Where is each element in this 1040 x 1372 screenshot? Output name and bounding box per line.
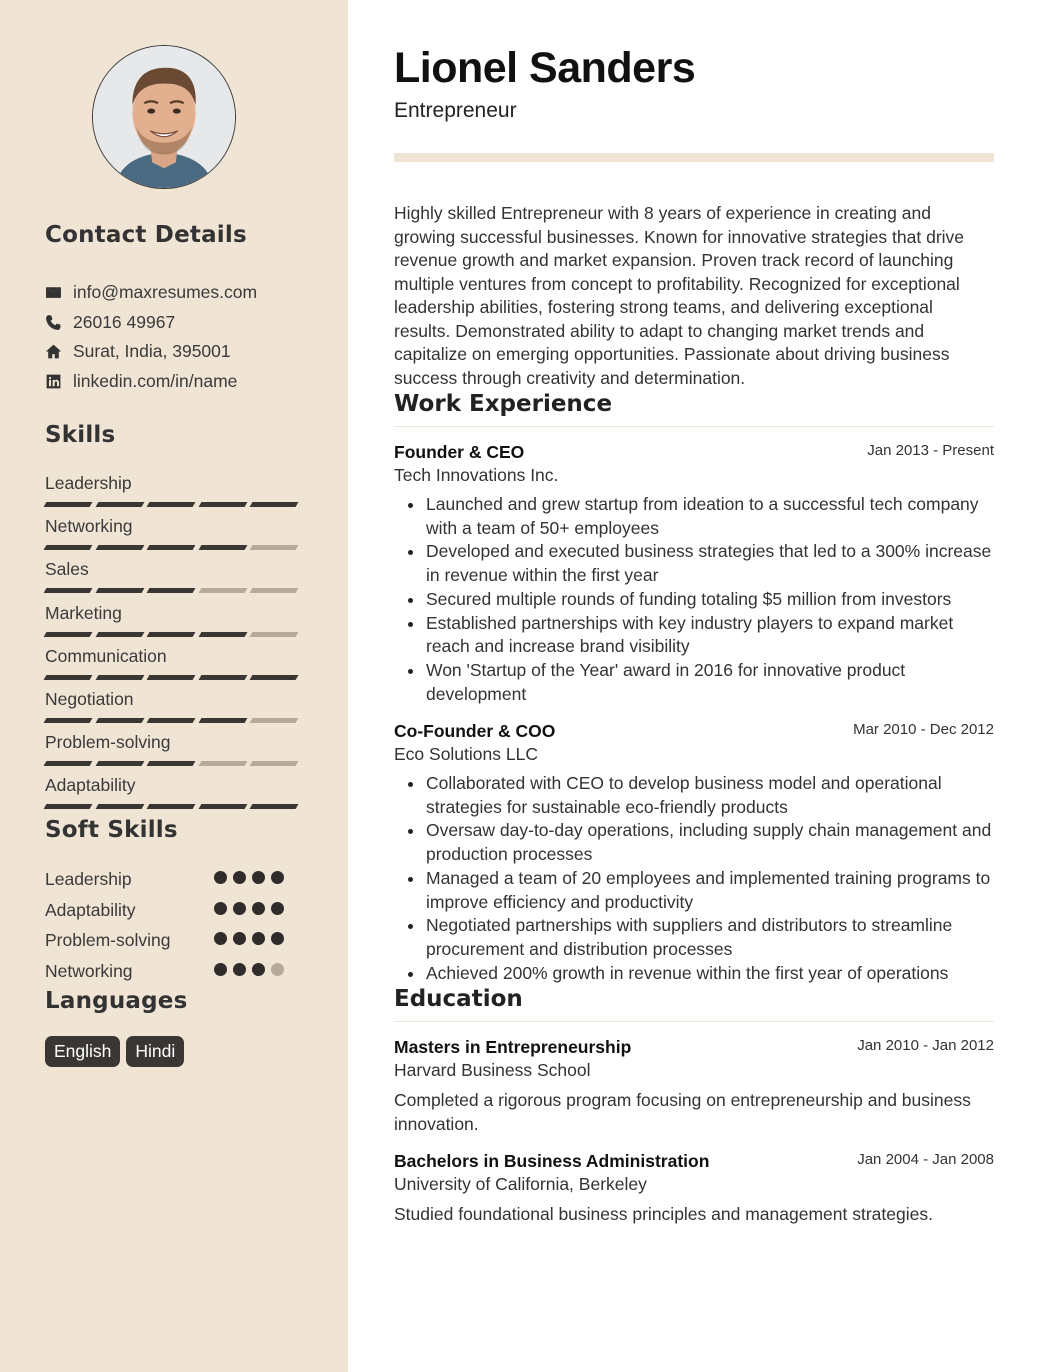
skill-rating-segment <box>250 502 298 507</box>
skill-item <box>45 513 305 556</box>
job-bullet: Collaborated with CEO to develop business model and operational strategies for sustainable eco-friendly products <box>394 772 994 819</box>
contact-address <box>45 337 335 367</box>
skill-rating-bar <box>45 502 297 507</box>
skill-rating-segment <box>250 761 298 766</box>
school-name: Harvard Business School <box>394 1060 591 1080</box>
skill-rating-segment <box>198 804 246 809</box>
education-description: Studied foundational business principles and management strategies. <box>394 1204 933 1224</box>
skill-rating-segment <box>44 545 92 550</box>
skill-rating-segment <box>250 588 298 593</box>
skill-item <box>45 686 305 729</box>
job-bullet: Established partnerships with key industry players to expand market reach and increase brand visibility <box>394 612 994 659</box>
skill-rating-segment <box>250 632 298 637</box>
contact-linkedin-text: linkedin.com/in/name <box>73 370 238 391</box>
skill-rating-bar <box>45 675 297 680</box>
skill-rating-segment <box>147 718 195 723</box>
job-bullet: Secured multiple rounds of funding totaling $5 million from investors <box>394 588 994 612</box>
soft-skill-item <box>45 897 305 928</box>
skill-name: Leadership <box>45 473 132 493</box>
skill-item <box>45 600 305 643</box>
soft-skill-item <box>45 958 305 989</box>
skill-item <box>45 643 305 686</box>
rating-dot <box>214 902 227 915</box>
job-bullet: Developed and executed business strategies that led to a 300% increase in revenue within the first year <box>394 540 994 587</box>
rating-dot <box>233 871 246 884</box>
skill-rating-segment <box>198 588 246 593</box>
education-entry <box>394 1150 994 1227</box>
language-tag: English <box>45 1036 120 1067</box>
skill-name: Negotiation <box>45 688 134 709</box>
skill-rating-segment <box>147 545 195 550</box>
skill-rating-segment <box>44 761 92 766</box>
language-tag: Hindi <box>126 1036 184 1067</box>
skill-rating-segment <box>95 545 143 550</box>
skill-rating-segment <box>44 588 92 593</box>
job-bullet: Won 'Startup of the Year' award in 2016 for innovative product development <box>394 659 994 706</box>
skill-rating-segment <box>95 588 143 593</box>
skill-name: Marketing <box>45 602 122 623</box>
degree-title: Masters in Entrepreneurship <box>394 1037 632 1057</box>
soft-skill-item <box>45 866 305 897</box>
skill-rating-segment <box>147 632 195 637</box>
skill-rating-segment <box>95 718 143 723</box>
skill-item <box>45 470 305 513</box>
skills-heading: Skills <box>45 422 116 448</box>
skill-rating-segment <box>95 502 143 507</box>
skill-rating-bar <box>45 632 297 637</box>
candidate-name: Lionel Sanders <box>394 44 696 92</box>
skill-rating-segment <box>198 632 246 637</box>
job-bullet: Negotiated partnerships with suppliers and distributors to streamline procurement and distribution processes <box>394 914 994 961</box>
skill-rating-segment <box>147 675 195 680</box>
contact-phone-text: 26016 49967 <box>73 311 176 332</box>
job-bullet: Oversaw day-to-day operations, including supply chain management and production processes <box>394 819 994 866</box>
job-bullet: Launched and grew startup from ideation to a successful tech company with a team of 50+ employees <box>394 493 994 540</box>
envelope-icon <box>45 284 62 301</box>
candidate-title: Entrepreneur <box>394 99 517 122</box>
languages-list <box>45 1036 184 1067</box>
skill-name: Problem-solving <box>45 732 171 753</box>
header-divider <box>394 153 994 162</box>
job-entry <box>394 441 994 706</box>
soft-skills-heading: Soft Skills <box>45 817 178 843</box>
rating-dot <box>271 902 284 915</box>
education-entry <box>394 1036 994 1136</box>
soft-skills-list <box>45 866 305 988</box>
degree-title: Bachelors in Business Administration <box>394 1151 710 1171</box>
rating-dot <box>252 963 265 976</box>
skill-rating-bar <box>45 545 297 550</box>
job-bullet: Managed a team of 20 employees and implemented training programs to improve efficiency and productivity <box>394 867 994 914</box>
skill-rating-segment <box>198 545 246 550</box>
skill-rating-segment <box>95 675 143 680</box>
skill-rating-segment <box>147 588 195 593</box>
job-bullets <box>394 772 994 985</box>
skills-list <box>45 470 305 816</box>
soft-skill-name: Leadership <box>45 869 132 889</box>
rating-dot <box>271 932 284 945</box>
soft-skill-item <box>45 927 305 958</box>
skill-rating-segment <box>44 718 92 723</box>
rating-dot <box>252 932 265 945</box>
job-entry <box>394 720 994 985</box>
avatar <box>92 45 236 189</box>
skill-rating-segment <box>198 718 246 723</box>
soft-skill-name: Problem-solving <box>45 930 171 950</box>
skill-rating-segment <box>250 804 298 809</box>
skill-name: Networking <box>45 516 133 537</box>
skill-rating-bar <box>45 761 297 766</box>
education-description: Completed a rigorous program focusing on entrepreneurship and business innovation. <box>394 1090 971 1134</box>
phone-icon <box>45 314 62 331</box>
skill-rating-bar <box>45 804 297 809</box>
skill-name: Adaptability <box>45 775 136 796</box>
skill-rating-segment <box>198 502 246 507</box>
rating-dot <box>271 871 284 884</box>
education-dates: Jan 2004 - Jan 2008 <box>857 1151 994 1168</box>
job-title: Founder & CEO <box>394 442 525 462</box>
contact-linkedin[interactable] <box>45 367 335 397</box>
profile-photo <box>93 46 235 188</box>
skill-rating-segment <box>147 804 195 809</box>
linkedin-icon <box>45 373 62 390</box>
rating-dot <box>252 871 265 884</box>
rating-dot <box>214 932 227 945</box>
sidebar <box>0 0 348 1372</box>
home-icon <box>45 343 62 360</box>
skill-name: Sales <box>45 559 89 580</box>
skill-rating-segment <box>44 502 92 507</box>
skill-rating-segment <box>95 804 143 809</box>
contact-address-text: Surat, India, 395001 <box>73 341 231 362</box>
skill-rating-segment <box>250 718 298 723</box>
rating-dot <box>252 902 265 915</box>
skill-rating-segment <box>44 675 92 680</box>
job-company: Eco Solutions LLC <box>394 744 538 764</box>
summary-text: Highly skilled Entrepreneur with 8 years of experience in creating and growing successful businesses. Known for innovative strategies that drive revenue growth and market expansion. Proven track record of launching multiple ventures from concept to profitability. Recognized for exceptional leadership abilities, fostering strong teams, and delivering exceptional results. Demonstrated ability to adapt to changing market trends and capitalize on emerging opportunities. Passionate about driving business success through creativity and determination. <box>394 203 965 388</box>
skill-rating-segment <box>198 675 246 680</box>
job-dates: Mar 2010 - Dec 2012 <box>853 721 994 738</box>
work-experience-heading: Work Experience <box>394 391 613 417</box>
skill-item <box>45 772 305 815</box>
job-title: Co-Founder & COO <box>394 721 556 741</box>
education-dates: Jan 2010 - Jan 2012 <box>857 1037 994 1054</box>
soft-skill-name: Adaptability <box>45 899 136 920</box>
skill-item <box>45 556 305 599</box>
job-bullets <box>394 493 994 706</box>
contact-email[interactable] <box>45 278 335 308</box>
section-divider <box>394 1021 994 1022</box>
job-company: Tech Innovations Inc. <box>394 465 559 485</box>
skill-rating-segment <box>95 761 143 766</box>
job-bullet: Achieved 200% growth in revenue within the first year of operations <box>394 962 994 986</box>
skill-rating-segment <box>147 761 195 766</box>
rating-dot <box>214 963 227 976</box>
school-name: University of California, Berkeley <box>394 1174 647 1194</box>
rating-dot <box>271 963 284 976</box>
education-heading: Education <box>394 986 523 1012</box>
skill-rating-bar <box>45 718 297 723</box>
languages-heading: Languages <box>45 988 188 1014</box>
contact-heading: Contact Details <box>45 222 247 248</box>
skill-rating-segment <box>250 545 298 550</box>
rating-dot <box>233 932 246 945</box>
soft-skill-name: Networking <box>45 960 133 981</box>
skill-item <box>45 729 305 772</box>
rating-dot <box>214 871 227 884</box>
skill-rating-segment <box>95 632 143 637</box>
skill-rating-segment <box>147 502 195 507</box>
contact-email-text: info@maxresumes.com <box>73 282 258 303</box>
job-dates: Jan 2013 - Present <box>867 442 994 459</box>
skill-rating-segment <box>198 761 246 766</box>
skill-name: Communication <box>45 645 167 666</box>
rating-dot <box>233 902 246 915</box>
rating-dot <box>233 963 246 976</box>
contact-phone[interactable] <box>45 308 335 338</box>
skill-rating-segment <box>44 632 92 637</box>
skill-rating-bar <box>45 588 297 593</box>
skill-rating-segment <box>44 804 92 809</box>
contact-list <box>45 278 335 396</box>
section-divider <box>394 426 994 427</box>
skill-rating-segment <box>250 675 298 680</box>
